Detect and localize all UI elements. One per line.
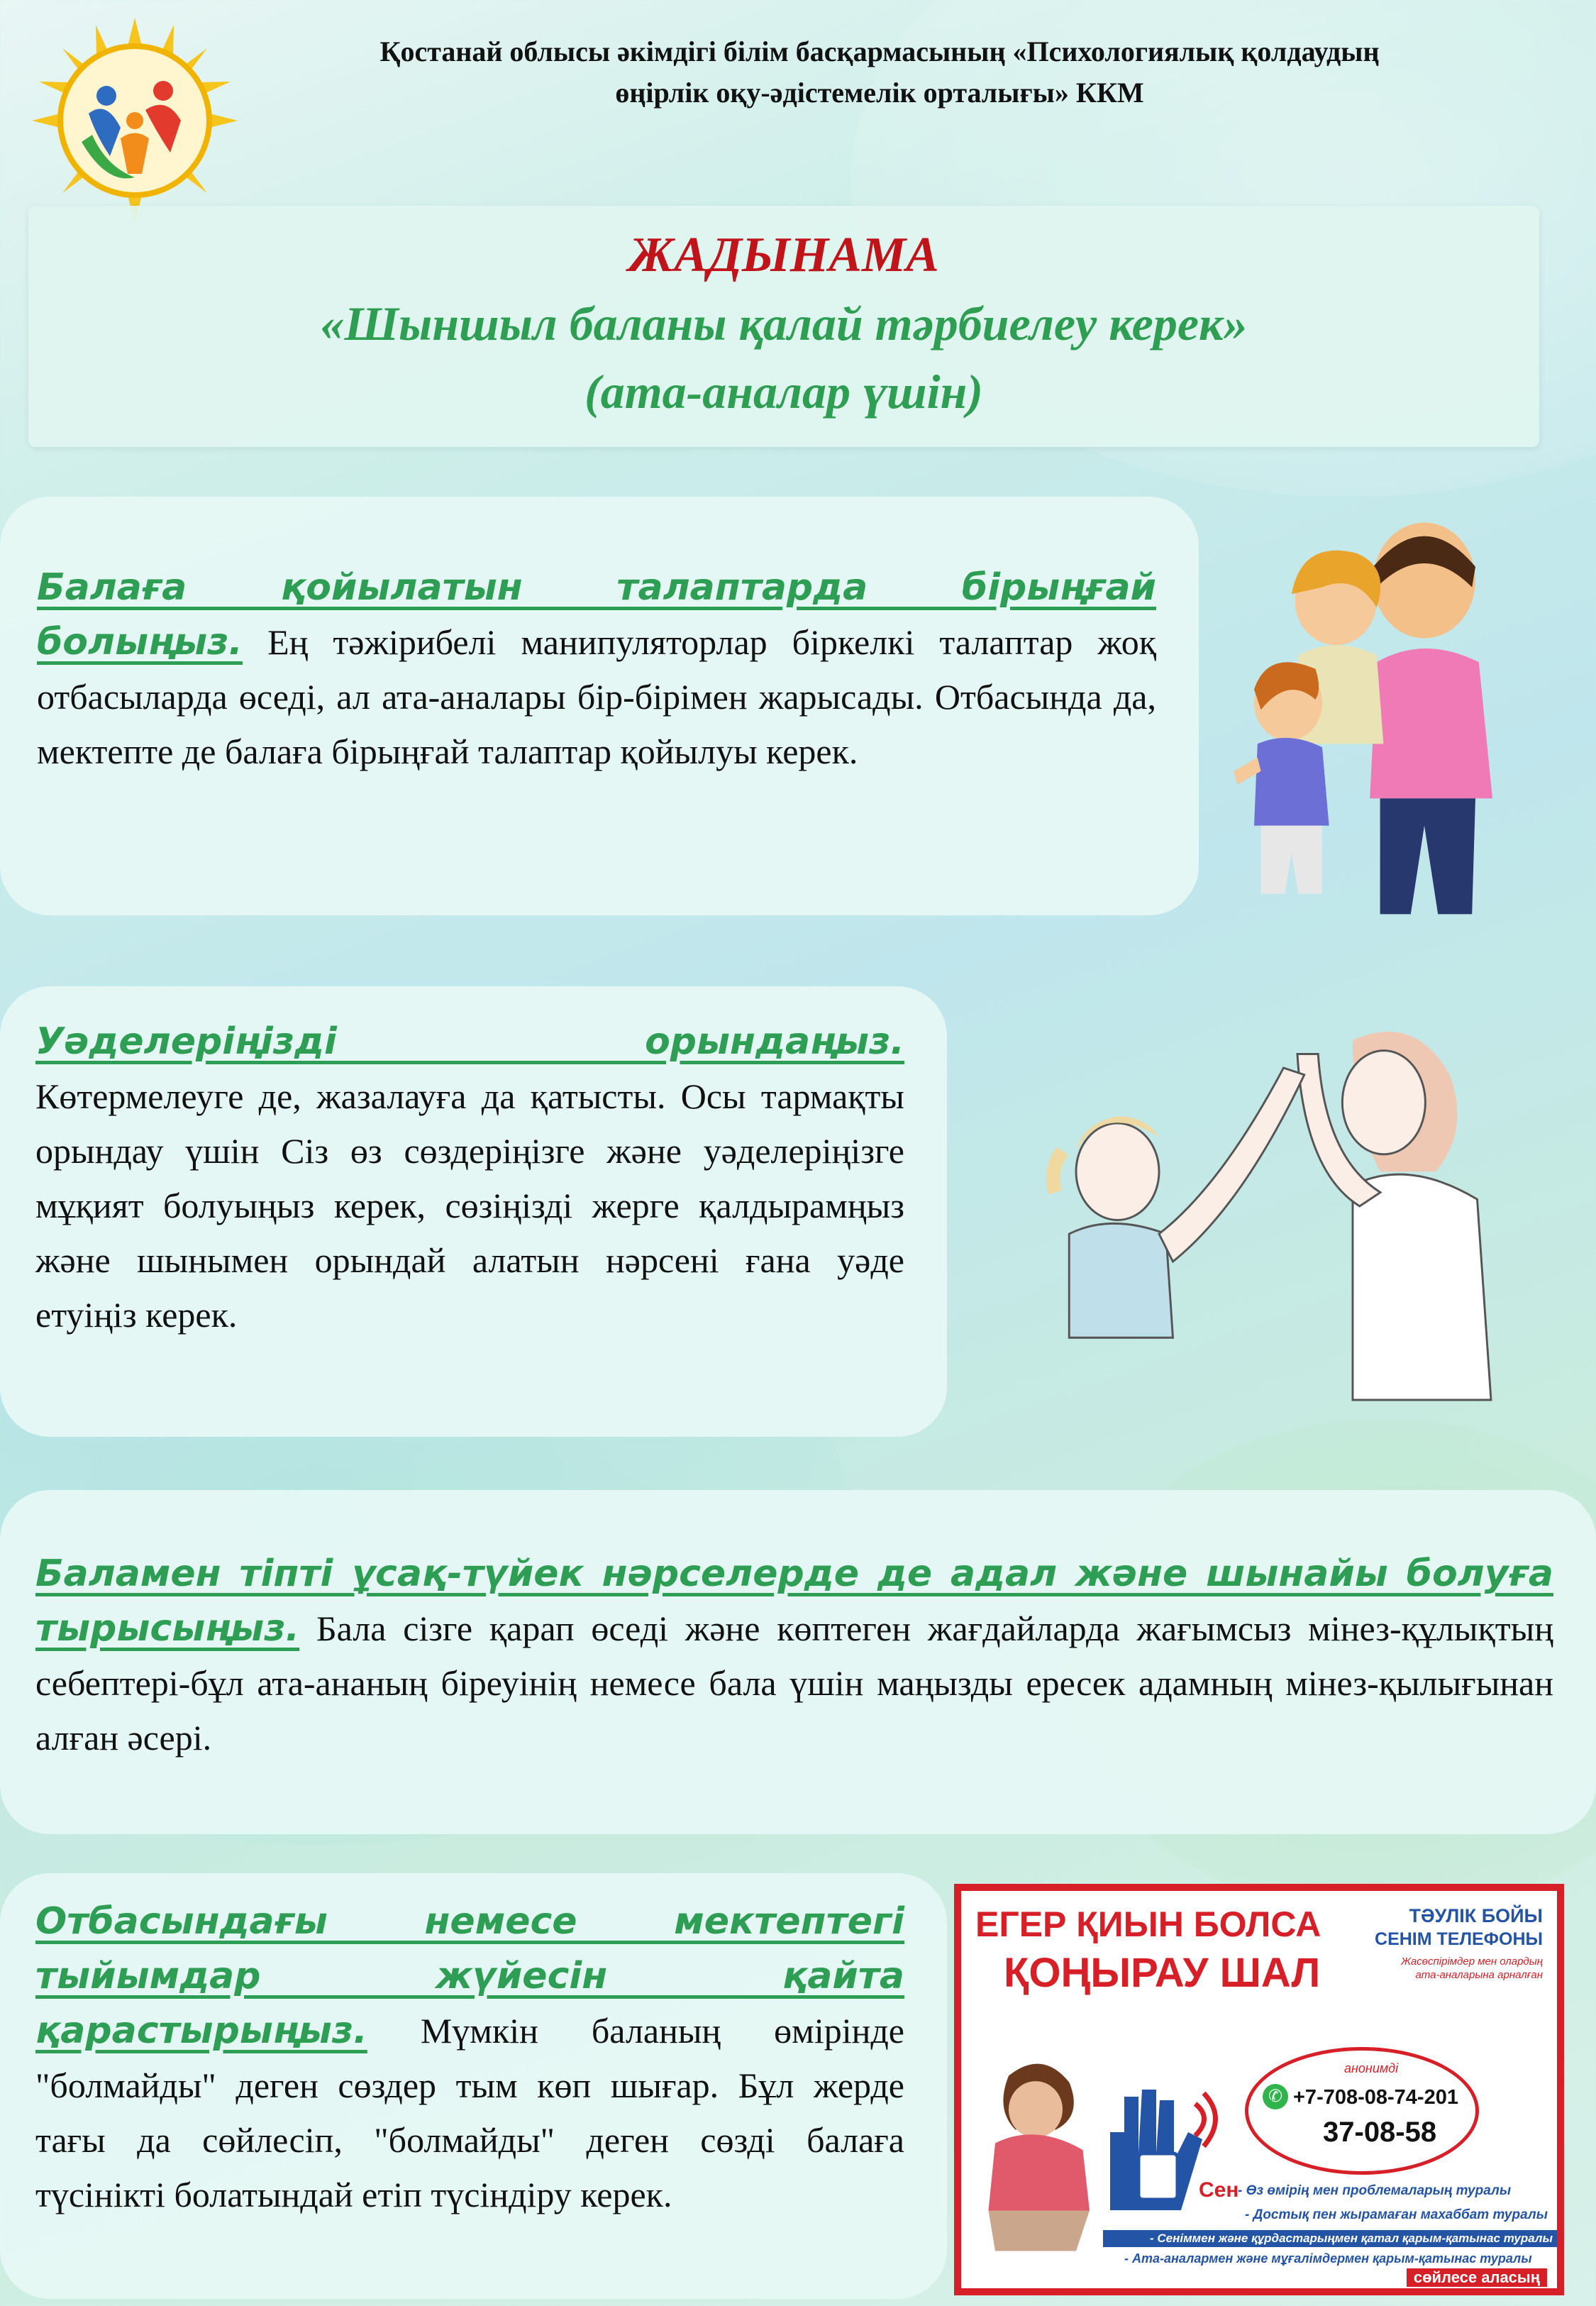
tip-card-3 — [0, 1490, 1596, 1834]
tip-heading-2: Уәделеріңізді орындаңыз. — [35, 1020, 904, 1063]
tip-body-1: Ең тәжірибелі манипуляторлар біркелкі талаптар жоқ отбасыларда өседі, ал ата-аналары бір-бірімен жарысады. Отбасында да, мектепте де балаға бірыңғай талаптар қойылуы керек. — [37, 622, 1156, 771]
high-five-illustration — [993, 1008, 1546, 1405]
tip-card-2 — [0, 986, 947, 1437]
org-line-2: өңірлік оқу-әдістемелік орталығы» ККМ — [615, 77, 1144, 109]
helpline-poster — [954, 1884, 1564, 2295]
tip-text-1 — [37, 561, 1156, 779]
poster-bottom-label: сөйлесе аласың — [1407, 2268, 1547, 2287]
org-line-1: Қостанай облысы әкімдігі білім басқармасының «Психологиялық қолдаудың — [379, 35, 1380, 67]
whatsapp-icon: ✆ — [1263, 2084, 1288, 2109]
page-title: ЖАДЫНАМА — [628, 228, 939, 282]
poster-item-1: - Өз өмірің мен проблемаларың туралы — [1238, 2183, 1512, 2198]
title-box — [28, 206, 1539, 447]
tip-body-2: Көтермелеуге де, жазалауға да қатысты. Осы тармақты орындау үшін Сіз өз сөздеріңізге және уәделеріңізге мұқият болуыңыз керек, сөзіңізді жерге қалдырамңыз және шынымен орындай алатын нәрсені ғана уәде етуіңіз керек. — [35, 1076, 904, 1335]
page-subtitle: «Шыншыл баланы қалай тәрбиелеу керек» — [320, 297, 1248, 351]
tip-text-4 — [35, 1894, 904, 2222]
tip-text-3 — [35, 1547, 1553, 1765]
poster-trust-line: СЕНІМ ТЕЛЕФОНЫ — [1375, 1929, 1543, 1949]
organization-header — [241, 31, 1518, 114]
tip-heading-3: Баламен тіпті ұсақ-түйек нәрселерде де адал және шынайы болуға тырысыңыз. — [35, 1552, 1553, 1650]
poster-you-label: Сен — [1199, 2178, 1239, 2202]
tip-text-2 — [35, 1015, 904, 1342]
tip-body-3: Бала сізге қарап өседі және көптеген жағдайларда жағымсыз мінез-құлықтың себептері-бұл ата-ананың біреуінің немесе бала үшін маңызды ересек адамның мінез-қылығынан алған әсері. — [35, 1609, 1554, 1758]
tip-body-4: Мүмкін баланың өмірінде "болмайды" деген сөздер тым көп шығар. Бұл жерде тағы да сөйлесіп, "болмайды" деген сөзді балаға түсінікті болатындай етіп түсіндіру керек. — [35, 2011, 904, 2214]
tip-heading-1: Балаға қойылатын талаптарда бірыңғай болыңыз. — [37, 566, 1156, 663]
poster-24h: ТӘУЛІК БОЙЫ — [1409, 1905, 1543, 1926]
poster-headline-1: ЕГЕР ҚИЫН БОЛСА — [975, 1904, 1321, 1944]
family-illustration — [1220, 497, 1561, 937]
poster-item-2: - Достық пен жырамаған махаббат туралы — [1245, 2207, 1548, 2222]
poster-headline-2: ҚОҢЫРАУ ШАЛ — [1004, 1950, 1321, 1996]
short-phone-number: 37-08-58 — [1323, 2117, 1437, 2148]
anon-label: анонимді — [1344, 2061, 1399, 2075]
audience-label: (ата-аналар үшін) — [584, 365, 983, 419]
poster-item-3: - Сеніммен және құрдастарыңмен қатал қарым-қатынас туралы — [1103, 2230, 1557, 2247]
tip-card-1 — [0, 497, 1199, 915]
poster-subtitle: Жасөспірімдер мен олардың ата-аналарына арналған — [1401, 1955, 1543, 1981]
phone-number: +7-708-08-74-201 — [1293, 2086, 1458, 2109]
tip-heading-4: Отбасындағы немесе мектептегі тыйымдар жүйесін қайта қарастырыңыз. — [35, 1900, 904, 2052]
tip-card-4 — [0, 1873, 947, 2299]
sun-logo-icon — [28, 14, 241, 227]
poster-item-4: - Ата-аналармен және мұғалімдермен қарым-қатынас туралы — [1124, 2251, 1532, 2266]
